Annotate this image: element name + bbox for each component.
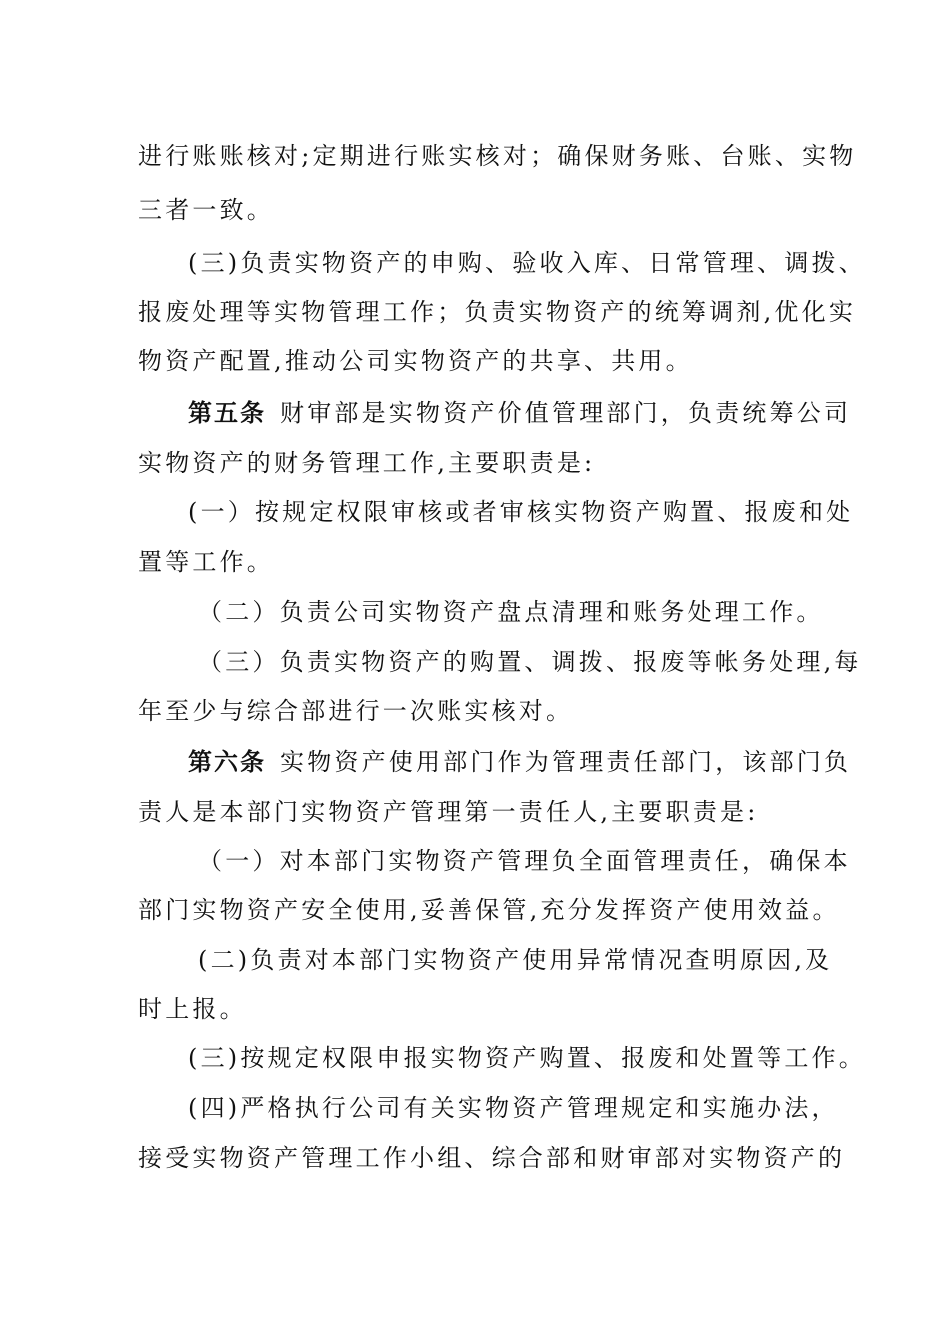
paragraph-line: (一）按规定权限审核或者审核实物资产购置、报废和处 [188, 498, 854, 526]
paragraph-line: 报废处理等实物管理工作；负责实物资产的统筹调剂,优化实 [138, 298, 857, 326]
article-heading: 第六条 [188, 747, 266, 776]
paragraph-line: 年至少与综合部进行一次账实核对。 [138, 697, 574, 725]
article-6-first-line [188, 746, 888, 778]
paragraph-line: (三)按规定权限申报实物资产购置、报废和处置等工作。 [188, 1044, 866, 1072]
paragraph-text: 实物资产使用部门作为管理责任部门，该部门负 [280, 748, 852, 776]
paragraph-line: 时上报。 [138, 995, 247, 1023]
paragraph-line: 三者一致。 [138, 196, 274, 224]
paragraph-line: 接受实物资产管理工作小组、综合部和财审部对实物资产的 [138, 1144, 846, 1172]
paragraph-line: 实物资产的财务管理工作,主要职责是: [138, 449, 596, 477]
paragraph-line: 部门实物资产安全使用,妥善保管,充分发挥资产使用效益。 [138, 896, 840, 924]
paragraph-line: 置等工作。 [138, 548, 274, 576]
paragraph-line: (二)负责对本部门实物资产使用异常情况查明原因,及 [198, 946, 833, 974]
paragraph-text: 财审部是实物资产价值管理部门，负责统筹公司 [280, 399, 852, 427]
article-heading: 第五条 [188, 398, 266, 427]
paragraph-line: 责人是本部门实物资产管理第一责任人,主要职责是: [138, 798, 759, 826]
paragraph-line: (三)负责实物资产的申购、验收入库、日常管理、调拨、 [188, 249, 866, 277]
paragraph-line: （三）负责实物资产的购置、调拨、报废等帐务处理,每 [198, 648, 862, 676]
paragraph-line: (四)严格执行公司有关实物资产管理规定和实施办法， [188, 1094, 839, 1122]
article-5-first-line [188, 397, 888, 429]
paragraph-line: 进行账账核对;定期进行账实核对；确保财务账、台账、实物 [138, 142, 857, 170]
paragraph-line: 物资产配置,推动公司实物资产的共享、共用。 [138, 347, 693, 375]
paragraph-line: （二）负责公司实物资产盘点清理和账务处理工作。 [198, 598, 824, 626]
paragraph-line: （一）对本部门实物资产管理负全面管理责任，确保本 [198, 847, 851, 875]
